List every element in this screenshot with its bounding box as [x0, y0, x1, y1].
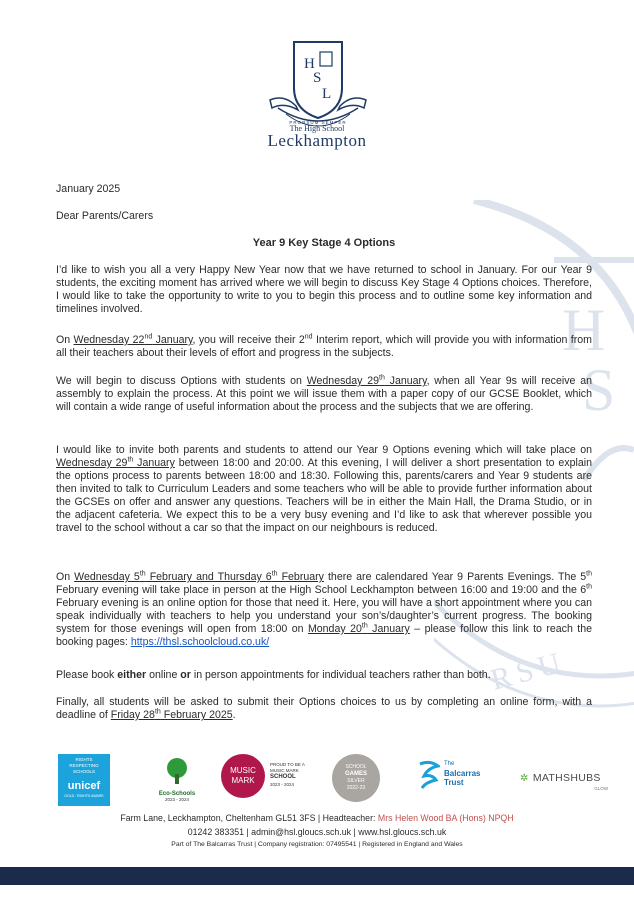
- letter-title: Year 9 Key Stage 4 Options: [252, 237, 396, 249]
- hub-icon: ✲: [520, 773, 529, 784]
- tree-icon: [162, 756, 192, 786]
- school-name-large: Leckhampton: [267, 131, 367, 150]
- paragraph-1: I’d like to wish you all a very Happy New Year now that we have returned to school in January. For our Year 9 students, the exciting moment has arrived where we will begin to discuss Key Stage 4 Options choices. Therefore, I would like to take the opportunity to write to you to begin this process and to outline some key information and timelines involved.: [56, 264, 592, 315]
- svg-text:H: H: [562, 297, 606, 363]
- eco-schools-logo: Eco-Schools 2023 - 2024: [150, 756, 204, 810]
- paragraph-5: On Wednesday 5th February and Thursday 6th February there are calendared Year 9 Parents Evenings. The 5th February evening will take place in person at the High School Leckhampton between 16:00 and 19:00 and the 6th February evening is an online option for those that need it. Here, you will have a short appointment where you can speak individually with teachers to help you understand your son’s/daughter’s current progress. The booking system for those evenings will open from 18:00 on Monday 20th January – please follow this link to reach the booking pages: https://thsl.schoolcloud.co.uk/: [56, 570, 593, 648]
- music-mark-text: PROUD TO BE A MUSIC MARK SCHOOL 2023 - 2024: [270, 762, 305, 787]
- crest-letter-h: H: [304, 56, 315, 72]
- school-games-logo: SCHOOL GAMES SILVER 2022-23: [332, 754, 380, 802]
- paragraph-4: I would like to invite both parents and students to attend our Year 9 Options evening which will take place on Wednesday 29th January between 18:00 and 20:00. At this evening, I will deliver a short presentation to explain the options process to parents between 18:00 and 18:30. Following this, parents/carers and Year 9 students are then invited to talk to Curriculum Leaders and some teachers who will be able to provide further information about the GCSEs on offer and answer any questions. Teachers will be in either the Main Hall, the Drama Studio, or in the adjacent cafeteria. We expect this to be a very busy evening and I’d like to ask that wherever possible you travel to the school without a car so that the impact on our neighbours is reduced.: [56, 444, 592, 534]
- school-name-small: The High School: [289, 124, 345, 133]
- wave-icon: [418, 760, 440, 790]
- accreditation-logos: [0, 752, 634, 812]
- maths-hubs-logo: ✲ MATHSHUBS GLOW: [520, 772, 608, 791]
- letter-date: January 2025: [56, 183, 121, 195]
- paragraph-3: We will begin to discuss Options with students on Wednesday 29th January, when all Year 9s will receive an assembly to explain the process. At this point we will issue them with a paper copy of our GCSE Booklet, which will contain a wide range of useful information about the process and the subjects that we are offering.: [56, 374, 592, 413]
- booking-link[interactable]: https://thsl.schoolcloud.co.uk/: [130, 636, 270, 648]
- music-mark-logo: MUSIC MARK: [221, 754, 265, 798]
- footer-address: Farm Lane, Leckhampton, Cheltenham GL51 3FS | Headteacher: Mrs Helen Wood BA (Hons) NPQH: [120, 813, 514, 823]
- crest-letter-s: S: [313, 70, 322, 86]
- paragraph-7: Finally, all students will be asked to submit their Options choices to us by completing an online form, with a deadline of Friday 28th February 2025.: [56, 696, 592, 721]
- svg-text:RSU: RSU: [487, 645, 570, 697]
- unicef-rights-respecting-logo: RIGHTS RESPECTING SCHOOLS unicef GOLD : RIGHTS AWARE: [58, 754, 110, 806]
- headteacher-name: Mrs Helen Wood BA (Hons) NPQH: [377, 813, 514, 823]
- balcarras-trust-logo: The Balcarras Trust: [418, 758, 498, 798]
- paragraph-2: On Wednesday 22nd January, you will receive their 2nd Interim report, which will provide you with information from all their teachers about their levels of effort and progress in the subjects.: [56, 333, 592, 359]
- letter-salutation: Dear Parents/Carers: [56, 210, 154, 222]
- paragraph-6: Please book either online or in person appointments for individual teachers rather than both.: [56, 669, 491, 681]
- footer-navy-bar: [0, 867, 634, 885]
- footer-contact: 01242 383351 | admin@hsl.gloucs.sch.uk | www.hsl.gloucs.sch.uk: [187, 827, 447, 837]
- crest-motto: PRORSUM SEMPER: [289, 120, 347, 125]
- svg-text:S: S: [582, 357, 616, 423]
- crest-letter-l: L: [322, 86, 332, 102]
- footer-legal: Part of The Balcarras Trust | Company registration: 07495541 | Registered in England and Wales: [171, 841, 463, 848]
